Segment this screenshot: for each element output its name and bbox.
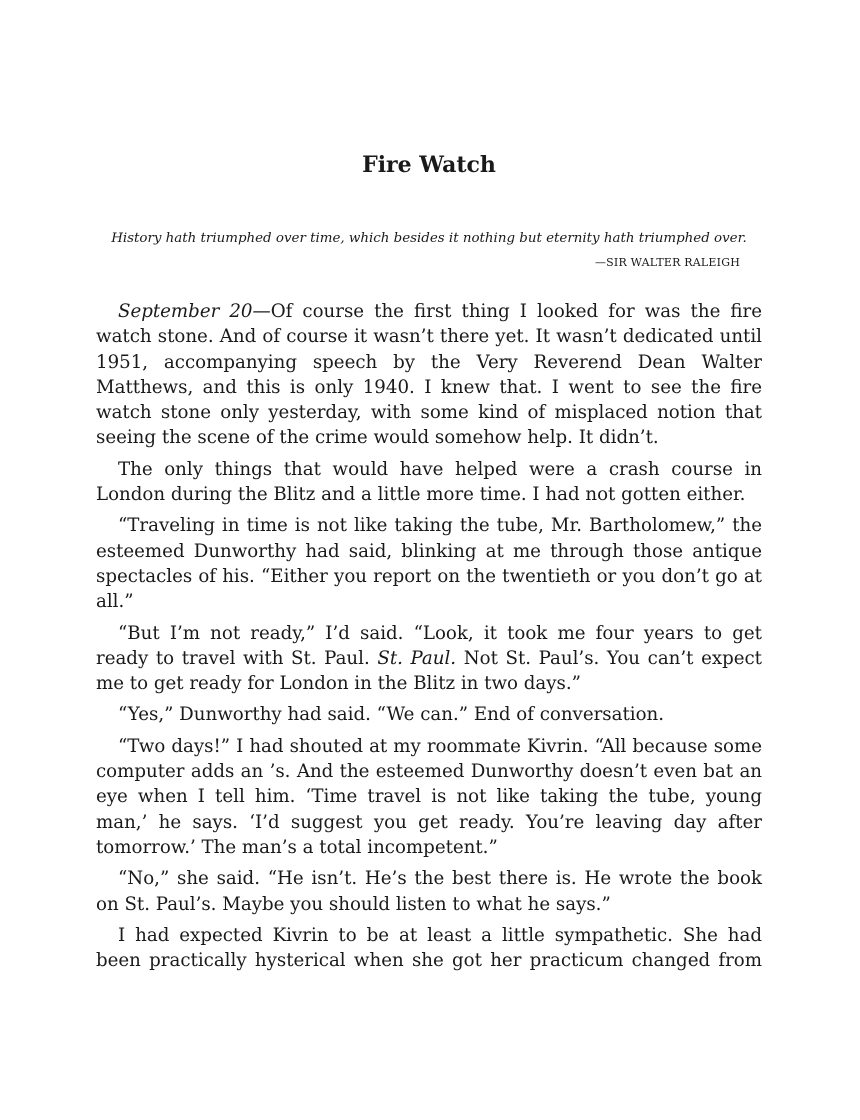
paragraph: The only things that would have helped were a crash course in London during the Blitz and a little more time. I had not gotten either.	[96, 458, 762, 506]
paragraph	[96, 621, 762, 697]
emphasis-text: St. Paul.	[377, 647, 457, 669]
paragraph: “Two days!” I had shouted at my roommate Kivrin. “All because some computer adds an ’s. And the esteemed Dunworthy doesn’t even bat an eye when I tell him. ‘Time travel is not like taking the tube, young man,’ he says. ‘I’d suggest you get ready. You’re leaving day after tomorrow.’ The man’s a total incompetent.”	[96, 735, 762, 858]
paragraph: “No,” she said. “He isn’t. He’s the best there is. He wrote the book on St. Paul’s. Maybe you should listen to what he says.”	[96, 868, 762, 915]
epigraph	[96, 228, 762, 274]
paragraph-text: —Of course the first thing I looked for was the fire watch stone. And of course it wasn’t there yet. It wasn’t dedicated until 1951, accompanying speech by the Very Reverend Dean Walter Matthews, and this is only 1940. I knew that. I went to see the fire watch stone only yesterday, with some kind of misplaced notion that seeing the scene of the crime would somehow help. It didn’t.	[96, 301, 762, 449]
paragraph: I had expected Kivrin to be at least a little sympathetic. She had been practically hysterical when she got her practicum changed from	[96, 924, 762, 972]
epigraph-attribution: —SIR WALTER RALEIGH	[594, 256, 740, 269]
chapter-body	[96, 299, 762, 979]
chapter-title: Fire Watch	[362, 152, 496, 178]
epigraph-quote: History hath triumphed over time, which besides it nothing but eternity hath triumphed over.	[111, 231, 747, 246]
paragraph-text: Not St. Paul’s. You can’t expect me to get ready for London in the Blitz in two days.”	[96, 647, 762, 695]
paragraph	[96, 299, 762, 451]
paragraph: “Yes,” Dunworthy had said. “We can.” End of conversation.	[118, 704, 665, 726]
diary-date: September 20	[118, 301, 253, 322]
paragraph-text: “But I’m not ready,” I’d said. “Look, it took me four years to get ready to travel with St. Paul.	[96, 622, 762, 669]
paragraph: “Traveling in time is not like taking the tube, Mr. Bartholomew,” the esteemed Dunworthy had said, blinking at me through those antique spectacles of his. “Either you report on the twentieth or you don’t go at all.”	[96, 515, 762, 613]
